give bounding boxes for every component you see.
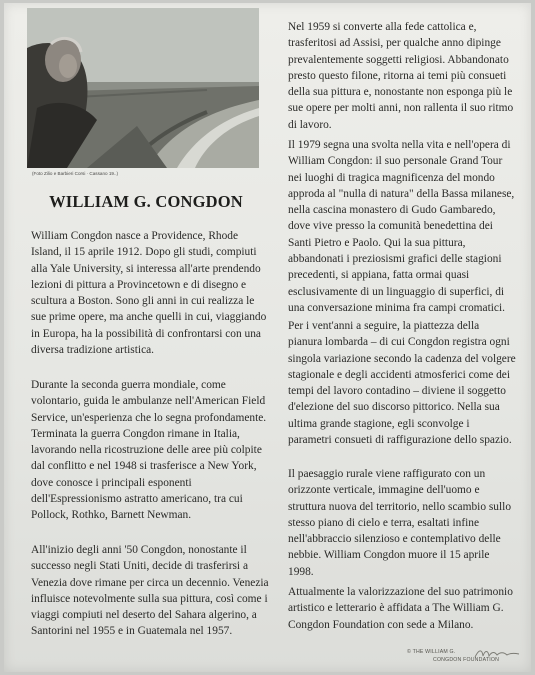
logo-line: © THE WILLIAM G. xyxy=(407,649,456,655)
page-title: WILLIAM G. CONGDON xyxy=(49,192,243,211)
biography-paragraph: Nel 1959 si converte alla fede cattolica e, trasferitosi ad Assisi, per qualche anno dipinge prevalentemente soggetti religiosi. Abbandonato presto questo filone, ritorna ai temi più consueti della sua pittura e, nonostante non esponga più le sue opere per molti anni, non rallenta il suo ritmo di lavoro. xyxy=(288,21,514,131)
signature-icon xyxy=(473,647,521,661)
congdon-photograph xyxy=(27,8,259,168)
foundation-logo xyxy=(407,649,525,669)
photo-scene-graphic xyxy=(27,8,259,168)
biography-paragraph: Per i vent'anni a seguire, la piattezza della pianura lombarda – di cui Congdon registra ogni singola variazione secondo la cadenza del volgere stagionale e degli accidenti atmosferici come dei tempi del lavoro contadino – diviene il soggetto d'elezione del suo discorso pittorico. Nella sua ultima grande stagione, egli sconvolge i parametri consueti di raffigurazione dello spazio. xyxy=(288,320,516,447)
biography-paragraph: Durante la seconda guerra mondiale, come volontario, guida le ambulanze nell'American Field Service, un'esperienza che lo segna profondamente. Terminata la guerra Congdon rimane in Italia, lavorando nella ricostruzione delle aree più colpite dal conflitto e nel 1948 si trasferisce a New York, dove conosce i principali esponenti dell'Espressionismo astratto americano, tra cui Pollock, Rothko, Barnett Newman. xyxy=(31,379,267,522)
biography-paragraph: Attualmente la valorizzazione del suo patrimonio artistico e letterario è affidata a The William G. Congdon Foundation con sede a Milano. xyxy=(288,586,513,631)
biography-paragraph: All'inizio degli anni '50 Congdon, nonostante il successo negli Stati Uniti, decide di trasferirsi a Venezia dove rimane per circa un decennio. Venezia influisce notevolmente sulla sua pittura, così come i viaggi compiuti nel deserto del Sahara algerino, a Santorini nel 1955 e in Guatemala nel 1957. xyxy=(31,544,269,638)
biography-paragraph: William Congdon nasce a Providence, Rhode Island, il 15 aprile 1912. Dopo gli studi, compiuti alla Yale University, si interessa all'arte prendendo lezioni di pittura a Provincetown e di disegno e scultura a Boston. Sono gli anni in cui realizza le sue prime opere, ma anche quelli in cui, viaggiando in Europa, ha la possibilità di confrontarsi con una diversa tradizione artistica. xyxy=(31,230,267,357)
biography-paragraph: Il 1979 segna una svolta nella vita e nell'opera di William Congdon: il suo personale Grand Tour nei luoghi di tragica magnificenza del mondo approda al "nulla di natura" della Bassa milanese, nella cascina monastero di Gudo Gambaredo, dove vive presso la comunità benedettina dei Santi Pietro e Paolo. Qui la sua pittura, abbandonati i preziosismi grafici delle stagioni precedenti, si appiana, fatta ormai quasi esclusivamente di un linguaggio di superfici, di una conversazione minima fra campi cromatici. xyxy=(288,139,515,314)
logo-line: CONGDON FOUNDATION xyxy=(433,657,500,663)
exhibition-panel xyxy=(4,3,531,672)
biography-paragraph: Il paesaggio rurale viene raffigurato con un orizzonte verticale, immagine dell'uomo e struttura nuova del territorio, nello scambio sullo stesso piano di cielo e terra, esaltati infine nell'abbraccio silenzioso e contemplativo delle nebbie. William Congdon muore il 15 aprile 1998. xyxy=(288,468,512,578)
photo-caption: (Foto Zilio e Barbieri Corsi · Cassano 19..) xyxy=(32,171,119,176)
